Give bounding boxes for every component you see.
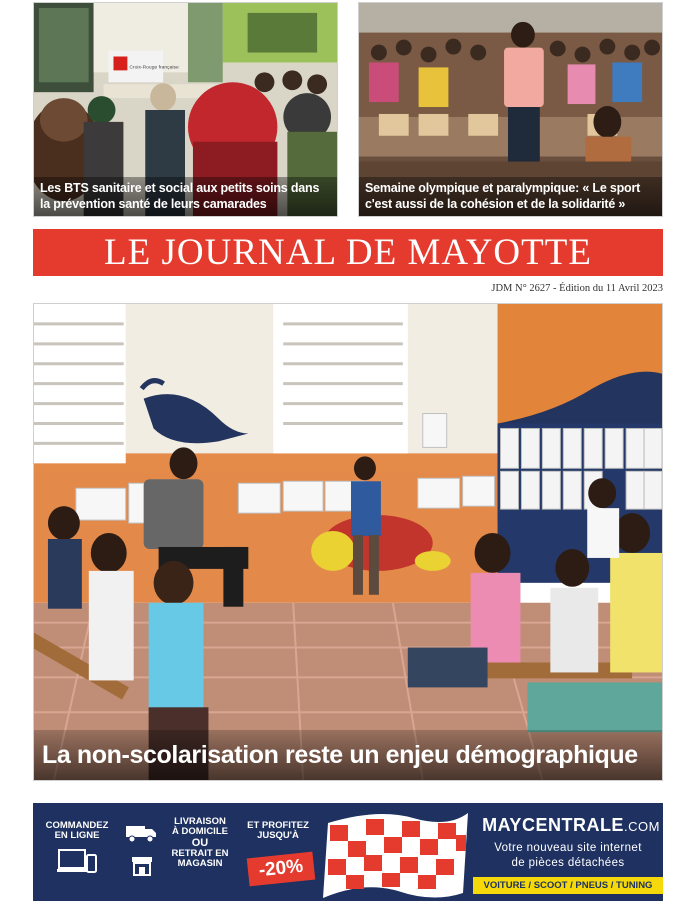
ad-profit-text: ET PROFITEZ JUSQU'À <box>247 820 309 841</box>
ad-delivery-options <box>171 817 229 869</box>
teaser-caption-bts[interactable]: Les BTS sanitaire et social aux petits soins dans la prévention santé de leurs camarades <box>34 177 337 216</box>
teaser-article-olympic-week[interactable] <box>358 2 663 217</box>
ad-tagline <box>473 841 663 871</box>
ad-order-online <box>41 821 113 877</box>
ad-brand-name[interactable] <box>481 815 661 836</box>
laptop-phone-icon <box>57 847 97 877</box>
ad-categories-strip: VOITURE / SCOOT / PNEUS / TUNING <box>473 877 663 894</box>
ad-order-online-text: COMMANDEZ EN LIGNE <box>45 820 109 841</box>
ad-tagline-line-1: Votre nouveau site internet <box>494 842 642 854</box>
ad-brand-word: MAYCENTRALE <box>482 815 624 835</box>
ad-delivery-text: LIVRAISON À DOMICILE <box>172 816 228 837</box>
ad-or-text: OU <box>191 837 209 849</box>
ad-tagline-line-2: de pièces détachées <box>511 857 625 869</box>
ad-discount-badge: -20% <box>247 852 316 887</box>
checkered-flag-icon <box>318 803 473 901</box>
main-story-photo <box>34 304 662 780</box>
main-story[interactable] <box>33 303 663 781</box>
ad-brand-tld: .COM <box>623 819 660 834</box>
maycentrale-ad-banner[interactable] <box>33 803 663 901</box>
main-story-headline[interactable]: La non-scolarisation reste un enjeu démographique <box>34 730 662 780</box>
edition-info: JDM N° 2627 - Édition du 11 Avril 2023 <box>491 283 663 294</box>
store-icon <box>131 855 153 877</box>
delivery-truck-icon <box>125 823 157 843</box>
teaser-article-bts[interactable] <box>33 2 338 217</box>
masthead-title[interactable]: LE JOURNAL DE MAYOTTE <box>33 229 663 276</box>
croix-rouge-banner-text: Croix-Rouge française <box>129 65 179 71</box>
ad-pickup-text: RETRAIT EN MAGASIN <box>171 848 229 869</box>
teaser-caption-olympic-week[interactable]: Semaine olympique et paralympique: « Le sport c'est aussi de la cohésion et de la solidarité » <box>359 177 662 216</box>
